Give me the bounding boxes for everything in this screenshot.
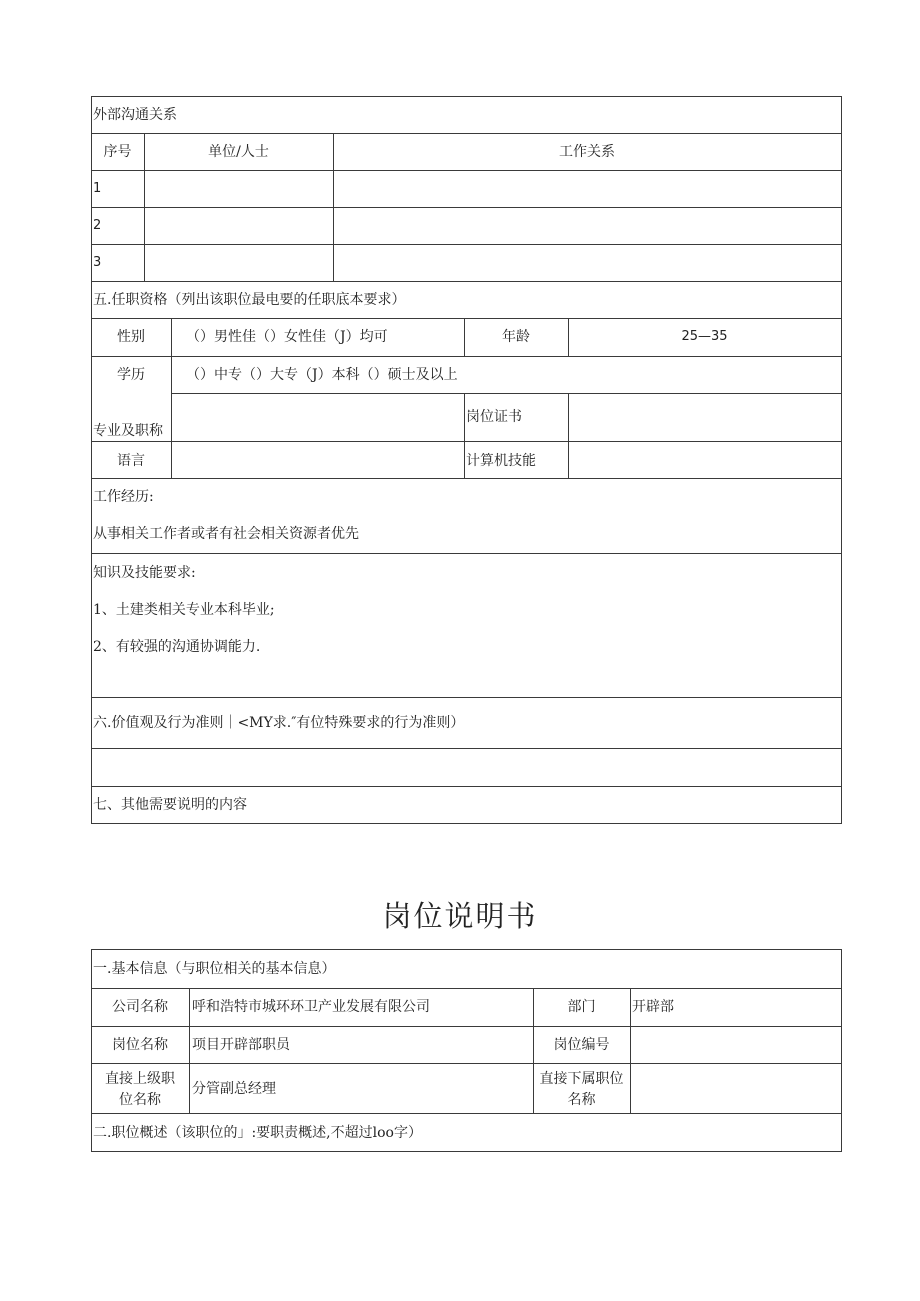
row-number: 2: [93, 218, 102, 233]
subordinate-label: 名称: [567, 1092, 596, 1108]
position-number-label: 岗位编号: [553, 1037, 610, 1053]
language-label: 语言: [117, 453, 145, 469]
company-value: 呼和浩特市城环环卫产业发展有限公司: [192, 999, 430, 1015]
gender-options: （）男性佳（）女性佳（J）均可: [186, 329, 388, 345]
skill-item: 2、有较强的沟通协调能力.: [93, 639, 261, 655]
age-label: 年龄: [502, 329, 530, 345]
computer-skills-label: 计算机技能: [466, 453, 536, 469]
section-5-heading: 五.任职资格（列出该职位最电要的任职底本要求）: [93, 292, 406, 308]
subordinate-label: 直接下属职位: [539, 1071, 624, 1087]
work-experience-label: 工作经历:: [93, 489, 154, 505]
gender-label: 性别: [117, 329, 145, 345]
age-value: 25—35: [681, 329, 728, 344]
col-relation-header: 工作关系: [559, 144, 615, 160]
row-number: 1: [93, 181, 102, 196]
superior-label: 直接上级职: [105, 1071, 175, 1087]
section-1-heading: 一.基本信息（与职位相关的基本信息）: [93, 961, 336, 977]
position-label: 岗位名称: [112, 1037, 168, 1053]
company-label: 公司名称: [112, 999, 168, 1015]
major-title-label: 专业及职称: [93, 423, 163, 439]
education-options: （）中专（）大专（J）本科（）硕士及以上: [186, 367, 458, 383]
col-seq-header: 序号: [103, 144, 132, 160]
col-unit-header: 单位/人士: [208, 144, 269, 160]
section-6-heading: 六.价值观及行为准则｜<MY求.″有位特殊要求的行为准则）: [93, 715, 465, 731]
skill-item: 1、土建类相关专业本科毕业;: [93, 602, 275, 618]
department-label: 部门: [567, 999, 596, 1015]
education-label: 学历: [117, 367, 145, 383]
position-value: 项目开辟部职员: [192, 1037, 290, 1053]
work-experience-text: 从事相关工作者或者有社会相关资源者优先: [93, 526, 359, 542]
section-2-heading: 二.职位概述（该职位的」:要职责概述,不超过loo字）: [93, 1125, 422, 1141]
row-number: 3: [93, 255, 102, 270]
external-comm-heading: 外部沟通关系: [93, 107, 177, 123]
department-value: 开辟部: [632, 999, 674, 1015]
skills-label: 知识及技能要求:: [93, 565, 196, 581]
document-title: 岗位说明书: [382, 899, 538, 933]
certificate-label: 岗位证书: [466, 409, 522, 425]
section-7-heading: 七、其他需要说明的内容: [93, 797, 247, 813]
superior-label: 位名称: [119, 1092, 161, 1108]
superior-value: 分管副总经理: [192, 1081, 276, 1097]
